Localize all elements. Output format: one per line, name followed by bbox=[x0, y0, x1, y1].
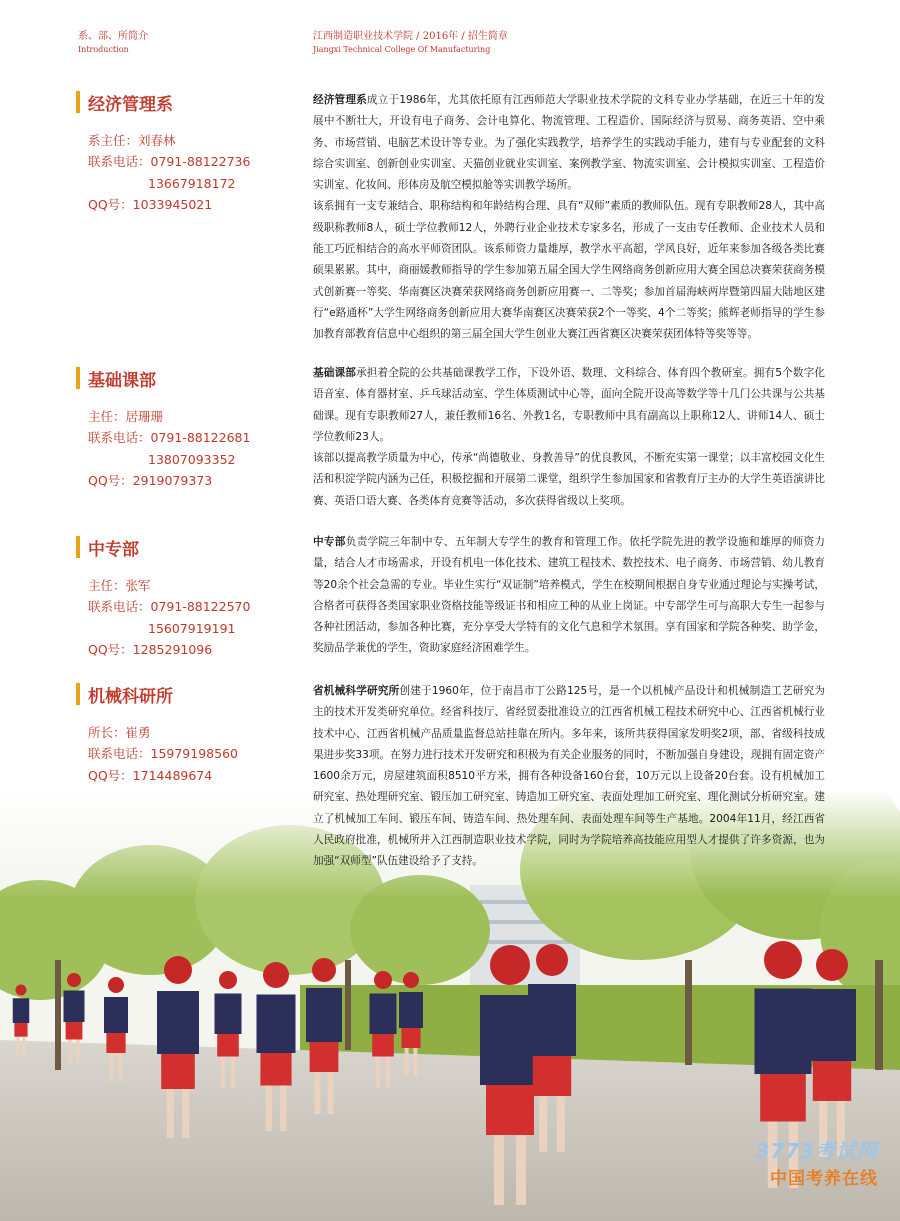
dept-mechanical-institute-body bbox=[313, 681, 825, 873]
dept-phone: 联系电话：0791-88122736 bbox=[88, 154, 251, 170]
site-watermark bbox=[755, 1135, 878, 1189]
dept-title-text: 机械科研所 bbox=[88, 686, 173, 707]
dept-qq: QQ号：2919079373 bbox=[88, 473, 213, 489]
bold-lead: 省机械科学研究所 bbox=[313, 685, 400, 697]
dept-head: 所长：崔勇 bbox=[88, 725, 151, 740]
dept-title-text: 经济管理系 bbox=[88, 94, 173, 115]
contact-info bbox=[88, 406, 301, 492]
dept-phone: 联系电话：0791-88122570 bbox=[88, 599, 251, 615]
paragraph: 该系拥有一支专兼结合、职称结构和年龄结构合理、具有“双师”素质的教师队伍。现有专职教师28人，其中高级职称教师8人，硕士学位教师12人，外聘行业企业技术专家多名，形成了一支由专任教师、企业技术人员和能工巧匠相结合的高水平师资团队。该系师资力量雄厚，教学水平高超，学风良好，近年来参加各级各类比赛硕果累累。其中，商丽媛教师指导的学生参加第五届全国大学生网络商务创新应用大赛全国总决赛荣获商务模式创新赛一等奖、华南赛区决赛荣获网络商务创新应用赛一、二等奖；参加首届海峡两岸暨第四届大陆地区建行“e路通杯”大学生网络商务创新应用大赛华南赛区决赛荣获2个一等奖、4个二等奖；熊辉老师指导的学生参加教育部教育信息中心组织的第三届全国大学生创业大赛江西省赛区决赛荣获团体特等奖等等。 bbox=[313, 200, 825, 341]
paragraph: 省机械科学研究所创建于1960年，位于南昌市丁公路125号，是一个以机械产品设计和机械制造工艺研究为主的技术开发类研究单位。经省科技厅、省经贸委批准设立的江西省机械工程技术研究中心、江西省机械行业技术中心、江西省机械产品质量监督总站挂靠在所内。多年来，该所共获得国家发明奖2项，部、省级科技成果进步奖33项。在努力进行技术开发研究和积极为有关企业服务的同时，不断加强自身建设，现拥有固定资产1600余万元，房屋建筑面积8510平方米，拥有各种设备160台套，10万元以上设备20台套。设有机械加工研究室、热处理研究室、锻压加工研究室、铸造加工研究室、表面处理加工研究室、理化测试分析研究室。建立了机械加工车间、锻压车间、铸造车间、热处理车间、表面处理车间等生产基地。2004年11月，经江西省人民政府批准，机械所并入江西制造职业技术学院，同时为学院培养高技能应用型人才提供了许多资源，也为加强“双师型”队伍建设给予了支持。 bbox=[313, 685, 825, 868]
bold-lead: 中专部 bbox=[313, 536, 346, 548]
contact-info bbox=[88, 722, 301, 786]
watermark-line-2: 中国考养在线 bbox=[770, 1169, 878, 1189]
dept-basic-courses-sidebar bbox=[76, 366, 301, 492]
dept-title bbox=[76, 90, 301, 114]
dept-head: 主任：张军 bbox=[88, 578, 151, 593]
college-title: 江西制造职业技术学院 / 2016年 / 招生简章 bbox=[313, 31, 508, 42]
paragraph: 中专部负责学院三年制中专、五年制大专学生的教育和管理工作。依托学院先进的教学设施和雄厚的师资力量，结合人才市场需求，开设有机电一体化技术、建筑工程技术、数控技术、电子商务、市场营销、幼儿教育等20余个社会急需的专业。毕业生实行“双证制”培养模式，学生在校期间根据自身专业通过理论与实操考试，合格者可获得各类国家职业资格技能等级证书和相应工种的从业上岗证。中专部学生可与高职大专生一起参与各种社团活动，参加各种比赛，充分享受大学特有的文化气息和学术氛围。享有国家和学院各种奖、助学金，奖励品学兼优的学生，资助家庭经济困难学生。 bbox=[313, 536, 825, 655]
dept-title bbox=[76, 366, 301, 390]
dept-economics-sidebar bbox=[76, 90, 301, 216]
dept-head: 主任：居珊珊 bbox=[88, 409, 164, 424]
dept-basic-courses-body bbox=[313, 363, 825, 512]
dept-qq: QQ号：1714489674 bbox=[88, 767, 213, 783]
dept-title-text: 基础课部 bbox=[88, 370, 156, 391]
dept-phone: 联系电话：15979198560 bbox=[88, 746, 238, 762]
paragraph: 基础课部承担着全院的公共基础课教学工作，下设外语、数理、文科综合、体育四个教研室。拥有5个数字化语音室、体育器材室、乒乓球活动室、学生体质测试中心等，面向全院开设高等数学等十几门公共课与公共基础课。现有专职教师27人，兼任教师16名、外教1名，专职教师中具有副高以上职称12人、讲师14人、硕士学位教师23人。 bbox=[313, 367, 825, 443]
paragraph: 经济管理系成立于1986年，尤其依托原有江西师范大学职业技术学院的文科专业办学基础，在近三十年的发展中不断壮大，开设有电子商务、会计电算化、物流管理、工程造价、国际经济与贸易、商务英语、空中乘务、市场营销、电脑艺术设计等专业。为了强化实践教学，培养学生的实践动手能力，建有与专业配套的文科综合实训室、创新创业实训室、天猫创业就业实训室、案例教学室、物流实训室、会计模拟实训室、工程造价实训室、化妆间、形体房及航空模拟舱等实训教学场所。 bbox=[313, 94, 826, 192]
dept-secondary-body bbox=[313, 532, 825, 660]
dept-head: 系主任：刘春林 bbox=[88, 133, 176, 148]
bold-lead: 经济管理系 bbox=[313, 94, 367, 106]
title-accent-bar bbox=[76, 91, 80, 113]
section-label-en: Introduction bbox=[78, 45, 129, 54]
dept-title bbox=[76, 535, 301, 559]
header-right bbox=[313, 30, 508, 56]
title-accent-bar bbox=[76, 683, 80, 705]
dept-qq: QQ号：1033945021 bbox=[88, 197, 213, 213]
paragraph: 该部以提高教学质量为中心，传承“尚德敬业、身教善导”的优良教风，不断充实第一课堂；以丰富校园文化生活和积淀学院内涵为己任，积极挖掘和开展第二课堂，组织学生参加国家和省教育厅主办的大学生英语演讲比赛、英语口语大赛、各类体育竞赛等活动，多次获得省级以上奖项。 bbox=[313, 452, 825, 507]
dept-title-text: 中专部 bbox=[88, 539, 139, 560]
college-title-en: Jiangxi Technical College Of Manufacturing bbox=[313, 45, 491, 54]
watermark-line-1: 3773考试网 bbox=[755, 1139, 878, 1163]
header-left bbox=[78, 30, 148, 56]
dept-secondary-sidebar bbox=[76, 535, 301, 661]
dept-phone-2: 13807093352 bbox=[148, 451, 236, 467]
dept-phone-2: 13667918172 bbox=[148, 175, 236, 191]
title-accent-bar bbox=[76, 367, 80, 389]
contact-info bbox=[88, 575, 301, 661]
bold-lead: 基础课部 bbox=[313, 367, 356, 379]
dept-title bbox=[76, 682, 301, 706]
dept-phone-2: 15607919191 bbox=[148, 620, 236, 636]
dept-mechanical-institute-sidebar bbox=[76, 682, 301, 786]
title-accent-bar bbox=[76, 536, 80, 558]
dept-economics-body bbox=[313, 90, 825, 346]
dept-phone: 联系电话：0791-88122681 bbox=[88, 430, 251, 446]
section-label: 系、部、所简介 bbox=[78, 31, 148, 42]
dept-qq: QQ号：1285291096 bbox=[88, 642, 213, 658]
contact-info bbox=[88, 130, 301, 216]
